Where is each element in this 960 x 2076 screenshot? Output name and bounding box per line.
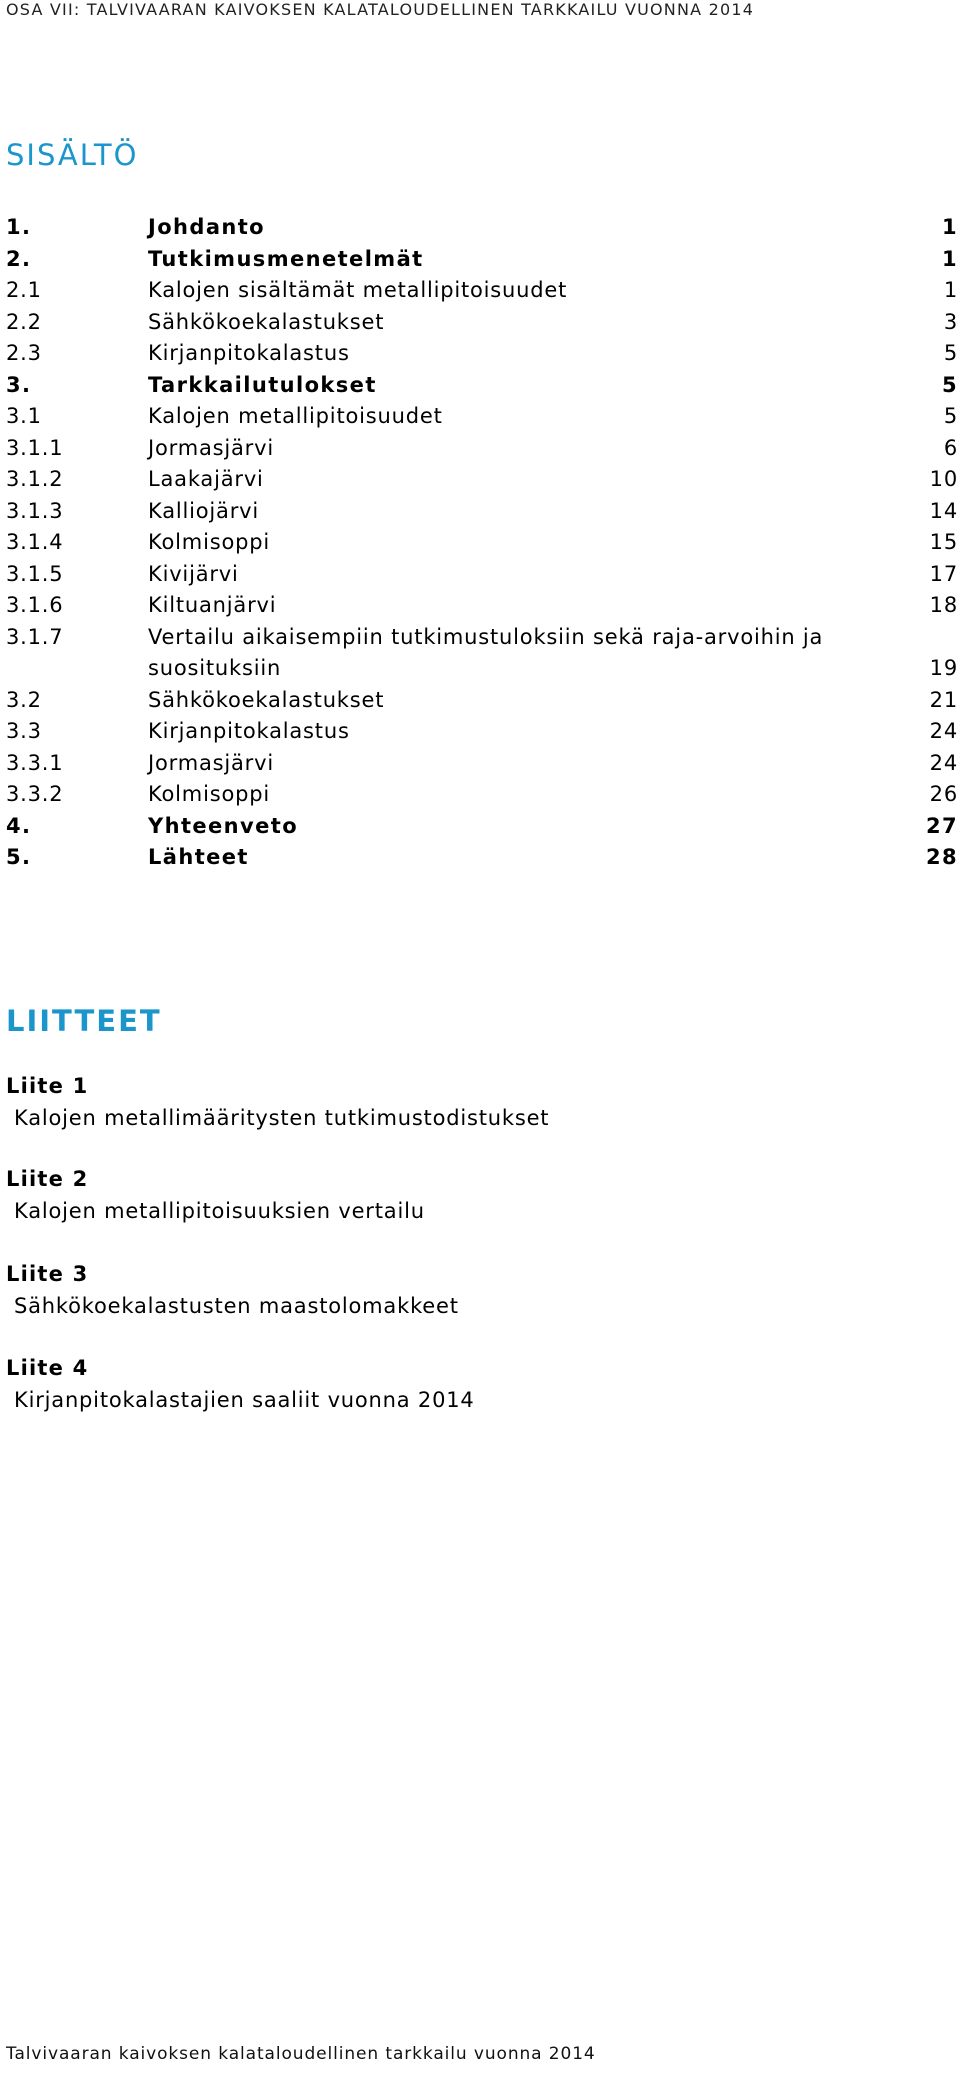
toc-entry-number: 2.2 bbox=[6, 309, 42, 334]
toc-entry-number: 3.1 bbox=[6, 404, 42, 428]
toc-entry-number: 3.1.6 bbox=[6, 593, 64, 617]
toc-entry-title: Kalojen metallipitoisuudet bbox=[148, 404, 443, 428]
toc-entry bbox=[6, 779, 958, 811]
toc-entry-title: Tarkkailutulokset bbox=[148, 372, 377, 397]
toc-entry-page: 1 bbox=[941, 215, 958, 239]
running-header: OSA VII: TALVIVAARAN KAIVOKSEN KALATALOUDELLINEN TARKKAILU VUONNA 2014 bbox=[6, 0, 755, 19]
toc-entry-page: 24 bbox=[929, 750, 958, 775]
table-of-contents bbox=[6, 212, 958, 874]
toc-entry bbox=[6, 307, 958, 339]
toc-entry bbox=[6, 244, 958, 276]
toc-entry-title: Lähteet bbox=[148, 845, 249, 869]
toc-entry bbox=[6, 496, 958, 528]
toc-entry bbox=[6, 842, 958, 874]
toc-entry-title: Jormasjärvi bbox=[148, 750, 274, 775]
toc-entry-number: 3.1.1 bbox=[6, 435, 64, 460]
appendix-description: Kalojen metallimääritysten tutkimustodistukset bbox=[14, 1106, 550, 1130]
toc-entry bbox=[6, 464, 958, 496]
toc-entry-page: 18 bbox=[929, 593, 958, 617]
toc-entry-number: 3.3.2 bbox=[6, 782, 64, 806]
toc-entry-title: Kolmisoppi bbox=[148, 782, 270, 806]
toc-entry-number: 3.1.7 bbox=[6, 624, 64, 649]
toc-entry-number: 2.3 bbox=[6, 341, 42, 365]
toc-entry-page: 1 bbox=[943, 278, 958, 302]
toc-entry-page: 19 bbox=[929, 656, 958, 680]
appendix-label: Liite 2 bbox=[6, 1167, 89, 1191]
toc-entry bbox=[6, 559, 958, 591]
toc-entry-number: 3.3 bbox=[6, 719, 42, 743]
toc-entry-title: Kalliojärvi bbox=[148, 498, 260, 523]
toc-entry bbox=[6, 212, 958, 244]
toc-entry-title: Tutkimusmenetelmät bbox=[148, 246, 424, 271]
toc-entry-page: 10 bbox=[929, 467, 958, 491]
toc-heading: SISÄLTÖ bbox=[6, 138, 139, 172]
toc-entry-page: 24 bbox=[929, 719, 958, 743]
toc-entry-number: 4. bbox=[6, 813, 32, 838]
toc-entry-number: 3. bbox=[6, 372, 32, 397]
toc-entry-title: Kolmisoppi bbox=[148, 530, 270, 554]
toc-entry-number: 5. bbox=[6, 845, 32, 869]
toc-entry-number: 1. bbox=[6, 215, 32, 239]
toc-entry-number: 2. bbox=[6, 246, 32, 271]
toc-entry-title: Kirjanpitokalastus bbox=[148, 341, 350, 365]
toc-entry-title: Kirjanpitokalastus bbox=[148, 719, 350, 743]
toc-entry-page: 3 bbox=[943, 309, 958, 334]
toc-entry-page: 6 bbox=[943, 435, 958, 460]
toc-entry-title: Yhteenveto bbox=[148, 813, 299, 838]
toc-entry bbox=[6, 590, 958, 622]
appendix-label: Liite 4 bbox=[6, 1356, 89, 1380]
toc-entry-page: 17 bbox=[929, 561, 958, 586]
toc-entry-number: 2.1 bbox=[6, 278, 42, 302]
toc-entry-title: Kalojen sisältämät metallipitoisuudet bbox=[148, 278, 568, 302]
toc-entry-number: 3.1.5 bbox=[6, 561, 64, 586]
toc-entry bbox=[6, 527, 958, 559]
appendix-item bbox=[6, 1258, 906, 1322]
toc-entry-title: Kiltuanjärvi bbox=[148, 593, 277, 617]
toc-entry-page: 1 bbox=[941, 246, 958, 271]
toc-entry-title: Vertailu aikaisempiin tutkimustuloksiin sekä raja-arvoihin ja suosituksiin bbox=[148, 624, 824, 680]
appendix-label: Liite 3 bbox=[6, 1262, 89, 1286]
toc-entry-number: 3.1.3 bbox=[6, 498, 64, 523]
toc-entry-title: Sähkökoekalastukset bbox=[148, 309, 385, 334]
toc-entry bbox=[6, 338, 958, 370]
appendix-item bbox=[6, 1352, 906, 1416]
toc-entry-page: 14 bbox=[929, 498, 958, 523]
toc-entry bbox=[6, 370, 958, 402]
toc-entry-page: 26 bbox=[929, 782, 958, 806]
appendix-item bbox=[6, 1070, 906, 1134]
toc-entry bbox=[6, 748, 958, 780]
toc-entry bbox=[6, 433, 958, 465]
appendix-description: Kirjanpitokalastajien saaliit vuonna 2014 bbox=[14, 1388, 475, 1412]
toc-entry-title: Kivijärvi bbox=[148, 561, 239, 586]
toc-entry-page: 5 bbox=[941, 372, 958, 397]
toc-entry-page: 28 bbox=[925, 845, 958, 869]
toc-entry-number: 3.3.1 bbox=[6, 750, 64, 775]
toc-entry bbox=[6, 811, 958, 843]
toc-entry-number: 3.1.4 bbox=[6, 530, 64, 554]
toc-entry-page: 5 bbox=[943, 341, 958, 365]
toc-entry-page: 27 bbox=[925, 813, 958, 838]
appendix-description: Sähkökoekalastusten maastolomakkeet bbox=[14, 1294, 459, 1318]
toc-entry-number: 3.1.2 bbox=[6, 467, 64, 491]
appendix-description: Kalojen metallipitoisuuksien vertailu bbox=[14, 1199, 425, 1223]
running-footer: Talvivaaran kaivoksen kalataloudellinen tarkkailu vuonna 2014 bbox=[6, 2044, 596, 2064]
toc-entry bbox=[6, 401, 958, 433]
toc-entry-page: 5 bbox=[943, 404, 958, 428]
toc-entry-title: Jormasjärvi bbox=[148, 435, 274, 460]
toc-entry-title: Johdanto bbox=[148, 215, 266, 239]
toc-entry bbox=[6, 622, 958, 685]
toc-entry-title: Sähkökoekalastukset bbox=[148, 687, 385, 712]
appendix-heading: LIITTEET bbox=[6, 1004, 162, 1038]
appendix-item bbox=[6, 1163, 906, 1227]
toc-entry bbox=[6, 716, 958, 748]
toc-entry-number: 3.2 bbox=[6, 687, 42, 712]
toc-entry-title: Laakajärvi bbox=[148, 467, 264, 491]
toc-entry-page: 21 bbox=[929, 687, 958, 712]
toc-entry bbox=[6, 275, 958, 307]
toc-entry bbox=[6, 685, 958, 717]
toc-entry-page: 15 bbox=[929, 530, 958, 554]
appendix-label: Liite 1 bbox=[6, 1074, 89, 1098]
